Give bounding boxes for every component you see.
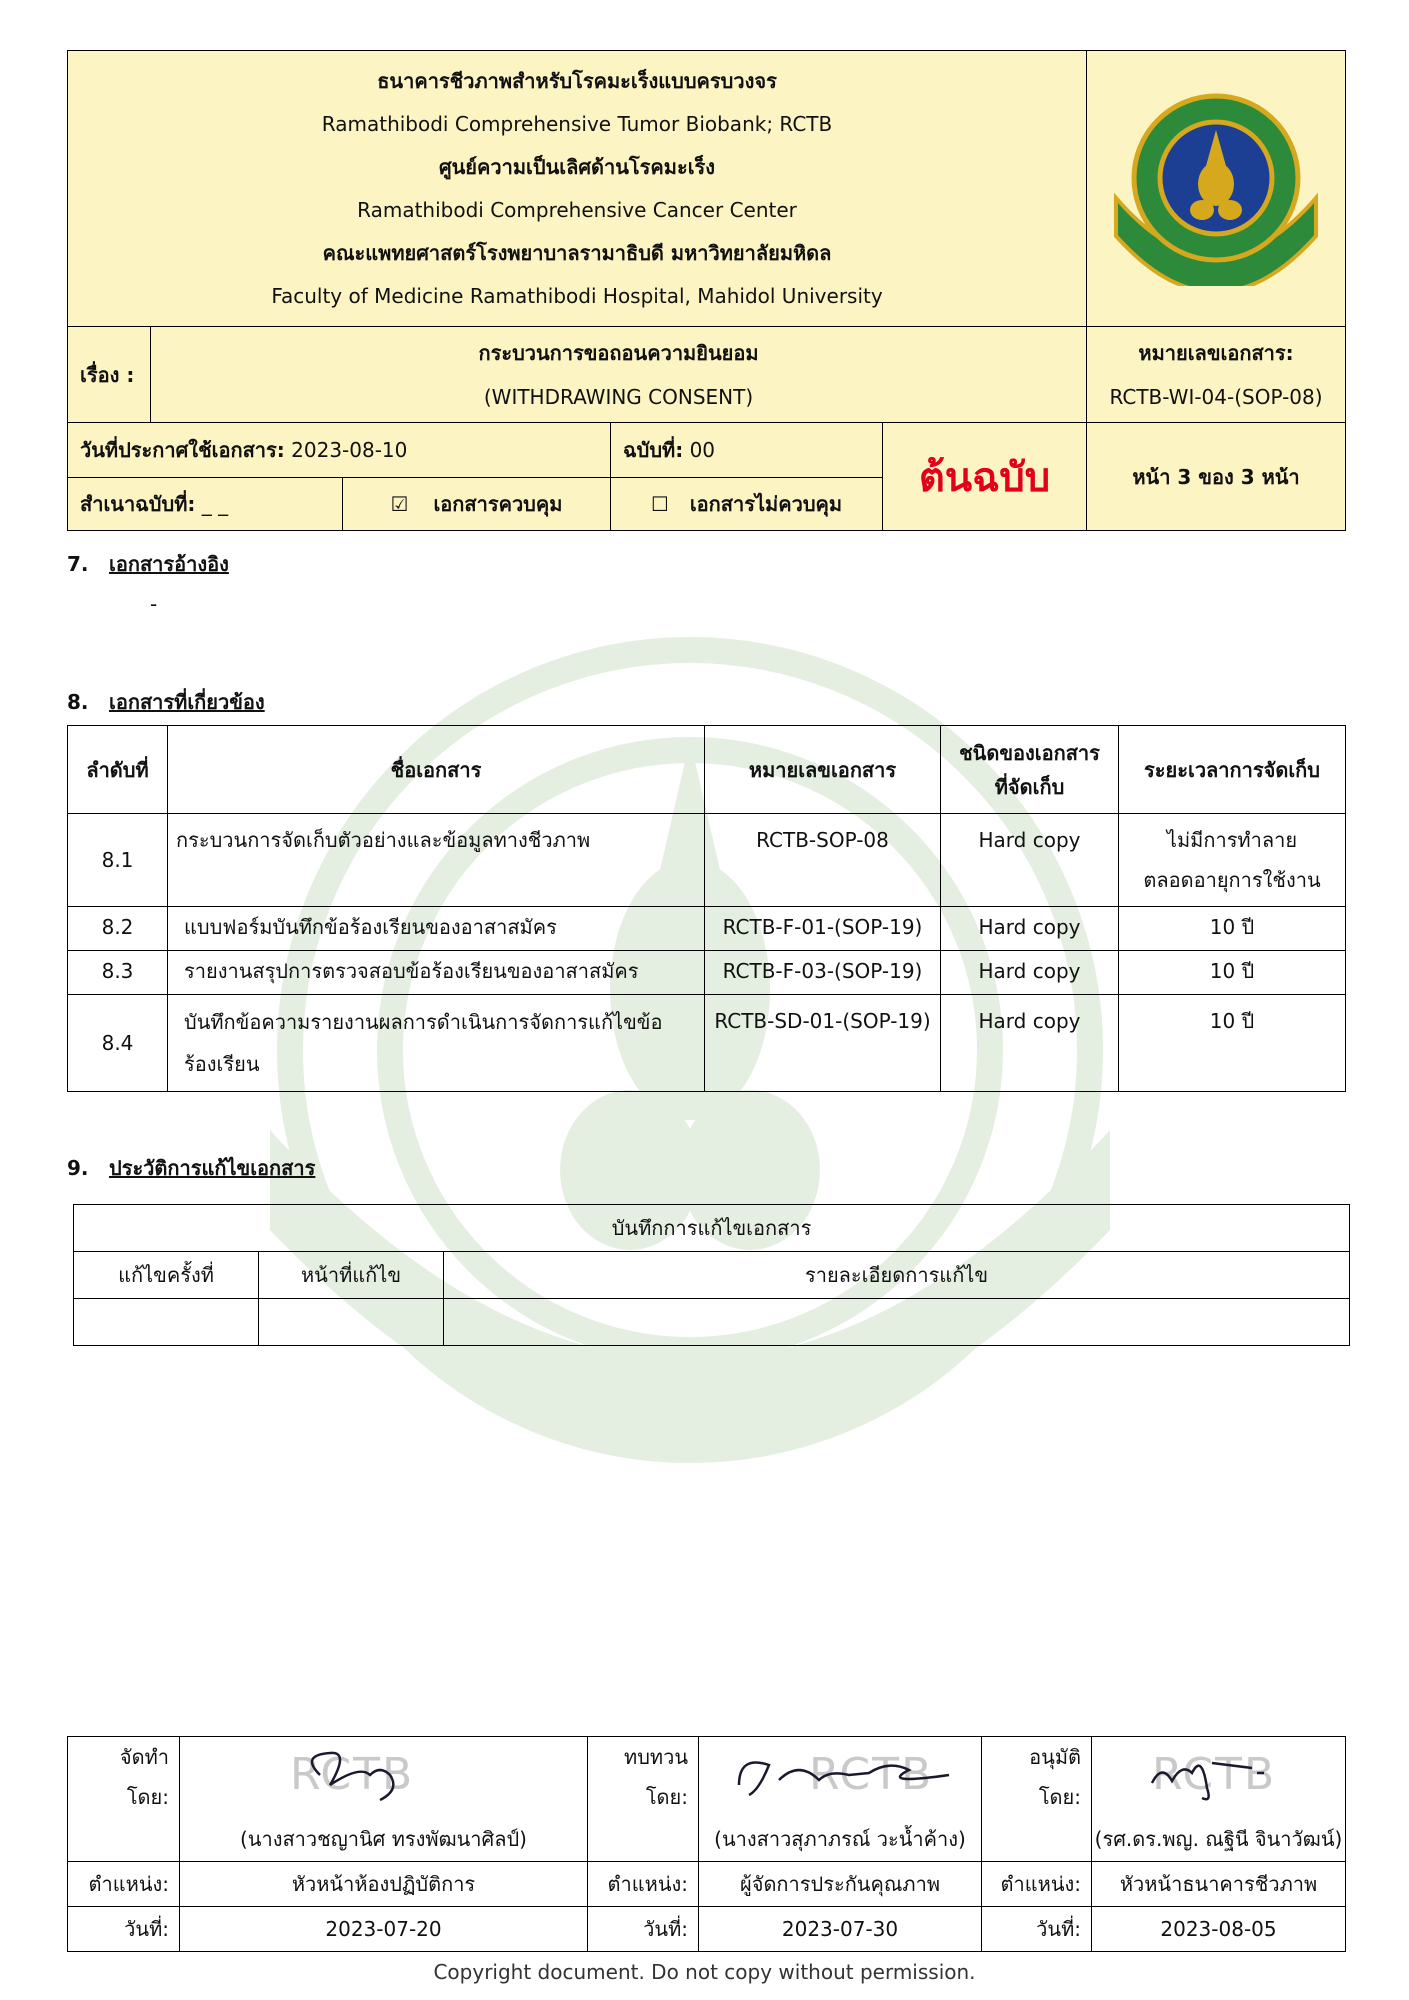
revision-cell-empty — [259, 1299, 444, 1346]
page-info: หน้า 3 ของ 3 หน้า — [1087, 423, 1346, 531]
approved-by-text: โดย: — [1038, 1785, 1081, 1809]
effective-date-cell — [68, 423, 611, 478]
row-name: รายงานสรุปการตรวจสอบข้อร้องเรียนของอาสาสมัคร — [168, 951, 705, 995]
org-line-3: ศูนย์ความเป็นเลิศด้านโรคมะเร็ง — [438, 154, 716, 179]
section-9-heading — [67, 1152, 315, 1184]
row-retention-line2: ตลอดอายุการใช้งาน — [1143, 868, 1321, 892]
section-7-title: เอกสารอ้างอิง — [109, 552, 229, 576]
col-header-type-line1: ชนิดของเอกสาร — [959, 740, 1100, 765]
empty-cell — [588, 1817, 699, 1862]
date-label: วันที่: — [68, 1907, 180, 1952]
section-8-heading — [67, 686, 265, 718]
row-retention-line1: ไม่มีการทำลาย — [1166, 828, 1298, 852]
table-row — [68, 814, 1346, 907]
row-code: RCTB-F-03-(SOP-19) — [705, 951, 941, 995]
date-label: วันที่: — [588, 1907, 699, 1952]
controlled-doc-label: เอกสารควบคุม — [433, 492, 563, 516]
subject-cell — [151, 327, 1087, 423]
col-header-name: ชื่อเอกสาร — [168, 726, 705, 814]
row-name — [168, 995, 705, 1092]
revision-header-page: หน้าที่แก้ไข — [259, 1252, 444, 1299]
table-row — [68, 951, 1346, 995]
revision-history-table — [73, 1204, 1350, 1346]
revision-empty-row — [74, 1299, 1350, 1346]
row-type: Hard copy — [941, 951, 1119, 995]
organization-block — [68, 51, 1087, 327]
approved-name: (รศ.ดร.พญ. ณฐินี จินาวัฒน์) — [1092, 1817, 1346, 1862]
org-line-2: Ramathibodi Comprehensive Tumor Biobank; RCTB — [321, 111, 833, 136]
row-no: 8.4 — [68, 995, 168, 1092]
section-8-title: เอกสารที่เกี่ยวข้อง — [109, 690, 265, 714]
prepared-name: (นางสาวชญานิศ ทรงพัฒนาศิลป์) — [180, 1817, 588, 1862]
document-number-label: หมายเลขเอกสาร: — [1138, 340, 1294, 365]
row-name-line2: ร้องเรียน — [184, 1052, 260, 1076]
position-label: ตำแหน่ง: — [982, 1862, 1092, 1907]
reviewed-signature — [719, 1745, 969, 1805]
reviewed-label: ทบทวน — [624, 1745, 688, 1769]
org-line-6: Faculty of Medicine Ramathibodi Hospital, Mahidol University — [271, 283, 883, 308]
row-no: 8.1 — [68, 814, 168, 907]
document-header — [67, 50, 1346, 531]
uncontrolled-checkbox[interactable]: ☐ — [650, 492, 669, 516]
col-header-no: ลำดับที่ — [68, 726, 168, 814]
reviewed-name: (นางสาวสุภาภรณ์ วะน้ำค้าง) — [699, 1817, 982, 1862]
approved-by-label — [982, 1737, 1092, 1818]
reviewed-signature-cell — [699, 1737, 982, 1818]
section-9-number: 9. — [67, 1156, 89, 1180]
subject-label: เรื่อง : — [68, 327, 151, 423]
revision-table-title: บันทึกการแก้ไขเอกสาร — [74, 1205, 1350, 1252]
reviewed-date: 2023-07-30 — [699, 1907, 982, 1952]
position-label: ตำแหน่ง: — [68, 1862, 180, 1907]
signoff-table — [67, 1736, 1346, 1952]
copy-number-label: สำเนาฉบับที่: — [80, 492, 196, 516]
empty-cell — [68, 1817, 180, 1862]
copyright-notice: Copyright document. Do not copy without permission. — [433, 1960, 976, 1984]
prepared-label: จัดทำ — [119, 1745, 169, 1769]
row-retention: 10 ปี — [1119, 907, 1346, 951]
prepared-signature-cell — [180, 1737, 588, 1818]
revision-header-number: แก้ไขครั้งที่ — [74, 1252, 259, 1299]
section-7-heading — [67, 548, 229, 580]
col-header-type-line2: ที่จัดเก็บ — [994, 774, 1065, 799]
row-code: RCTB-SOP-08 — [705, 814, 941, 907]
related-documents-table — [67, 725, 1346, 1092]
rctb-watermark: RCTB — [290, 1749, 415, 1800]
revision-cell-empty — [74, 1299, 259, 1346]
row-no: 8.2 — [68, 907, 168, 951]
org-line-4: Ramathibodi Comprehensive Cancer Center — [357, 197, 797, 222]
section-7-number: 7. — [67, 552, 89, 576]
document-number: RCTB-WI-04-(SOP-08) — [1109, 384, 1323, 409]
uncontrolled-doc-label: เอกสารไม่ควบคุม — [689, 492, 843, 516]
edition-label: ฉบับที่: — [623, 438, 684, 462]
university-logo — [1100, 86, 1332, 286]
org-line-5: คณะแพทยศาสตร์โรงพยาบาลรามาธิบดี มหาวิทยาลัยมหิดล — [322, 240, 832, 265]
row-type: Hard copy — [941, 907, 1119, 951]
col-header-type — [941, 726, 1119, 814]
effective-date: 2023-08-10 — [291, 438, 408, 462]
revision-cell-empty — [444, 1299, 1350, 1346]
col-header-retention: ระยะเวลาการจัดเก็บ — [1119, 726, 1346, 814]
approved-position: หัวหน้าธนาคารชีวภาพ — [1092, 1862, 1346, 1907]
edition-number: 00 — [689, 438, 716, 462]
revision-header-details: รายละเอียดการแก้ไข — [444, 1252, 1350, 1299]
approved-signature-cell — [1092, 1737, 1346, 1818]
table-row — [68, 907, 1346, 951]
original-stamp: ต้นฉบับ — [883, 423, 1087, 531]
row-no: 8.3 — [68, 951, 168, 995]
row-retention: 10 ปี — [1119, 995, 1346, 1092]
controlled-doc-cell — [343, 478, 611, 531]
row-name-line1: บันทึกข้อความรายงานผลการดำเนินการจัดการแก้ไขข้อ — [184, 1010, 663, 1034]
uncontrolled-doc-cell — [611, 478, 883, 531]
prepared-by-text: โดย: — [126, 1785, 169, 1809]
table-row — [68, 995, 1346, 1092]
row-type: Hard copy — [941, 995, 1119, 1092]
approved-label: อนุมัติ — [1029, 1745, 1081, 1769]
row-type: Hard copy — [941, 814, 1119, 907]
rctb-watermark: RCTB — [1152, 1749, 1277, 1800]
reviewed-by-label — [588, 1737, 699, 1818]
row-name: แบบฟอร์มบันทึกข้อร้องเรียนของอาสาสมัคร — [168, 907, 705, 951]
row-name: กระบวนการจัดเก็บตัวอย่างและข้อมูลทางชีวภาพ — [168, 814, 705, 907]
position-label: ตำแหน่ง: — [588, 1862, 699, 1907]
org-line-1: ธนาคารชีวภาพสำหรับโรคมะเร็งแบบครบวงจร — [377, 68, 777, 93]
approved-date: 2023-08-05 — [1092, 1907, 1346, 1952]
date-label: วันที่: — [982, 1907, 1092, 1952]
row-code: RCTB-SD-01-(SOP-19) — [705, 995, 941, 1092]
copy-number-cell — [68, 478, 343, 531]
section-8-number: 8. — [67, 690, 89, 714]
rctb-watermark: RCTB — [809, 1749, 934, 1800]
logo-cell — [1087, 51, 1346, 327]
effective-date-label: วันที่ประกาศใช้เอกสาร: — [80, 438, 285, 462]
copy-number: _ _ — [201, 492, 229, 516]
reviewed-position: ผู้จัดการประกันคุณภาพ — [699, 1862, 982, 1907]
subject-thai: กระบวนการขอถอนความยินยอม — [478, 340, 759, 365]
row-retention: 10 ปี — [1119, 951, 1346, 995]
document-number-cell — [1087, 327, 1346, 423]
row-retention — [1119, 814, 1346, 907]
reviewed-by-text: โดย: — [645, 1785, 688, 1809]
prepared-by-label — [68, 1737, 180, 1818]
edition-cell — [611, 423, 883, 478]
prepared-signature — [290, 1745, 440, 1805]
col-header-code: หมายเลขเอกสาร — [705, 726, 941, 814]
controlled-checkbox[interactable]: ☑ — [390, 492, 409, 516]
row-code: RCTB-F-01-(SOP-19) — [705, 907, 941, 951]
prepared-position: หัวหน้าห้องปฏิบัติการ — [180, 1862, 588, 1907]
section-7-body: - — [150, 592, 158, 616]
subject-english: (WITHDRAWING CONSENT) — [483, 384, 754, 409]
prepared-date: 2023-07-20 — [180, 1907, 588, 1952]
approved-signature — [1132, 1743, 1282, 1803]
empty-cell — [982, 1817, 1092, 1862]
section-9-title: ประวัติการแก้ไขเอกสาร — [109, 1156, 316, 1180]
